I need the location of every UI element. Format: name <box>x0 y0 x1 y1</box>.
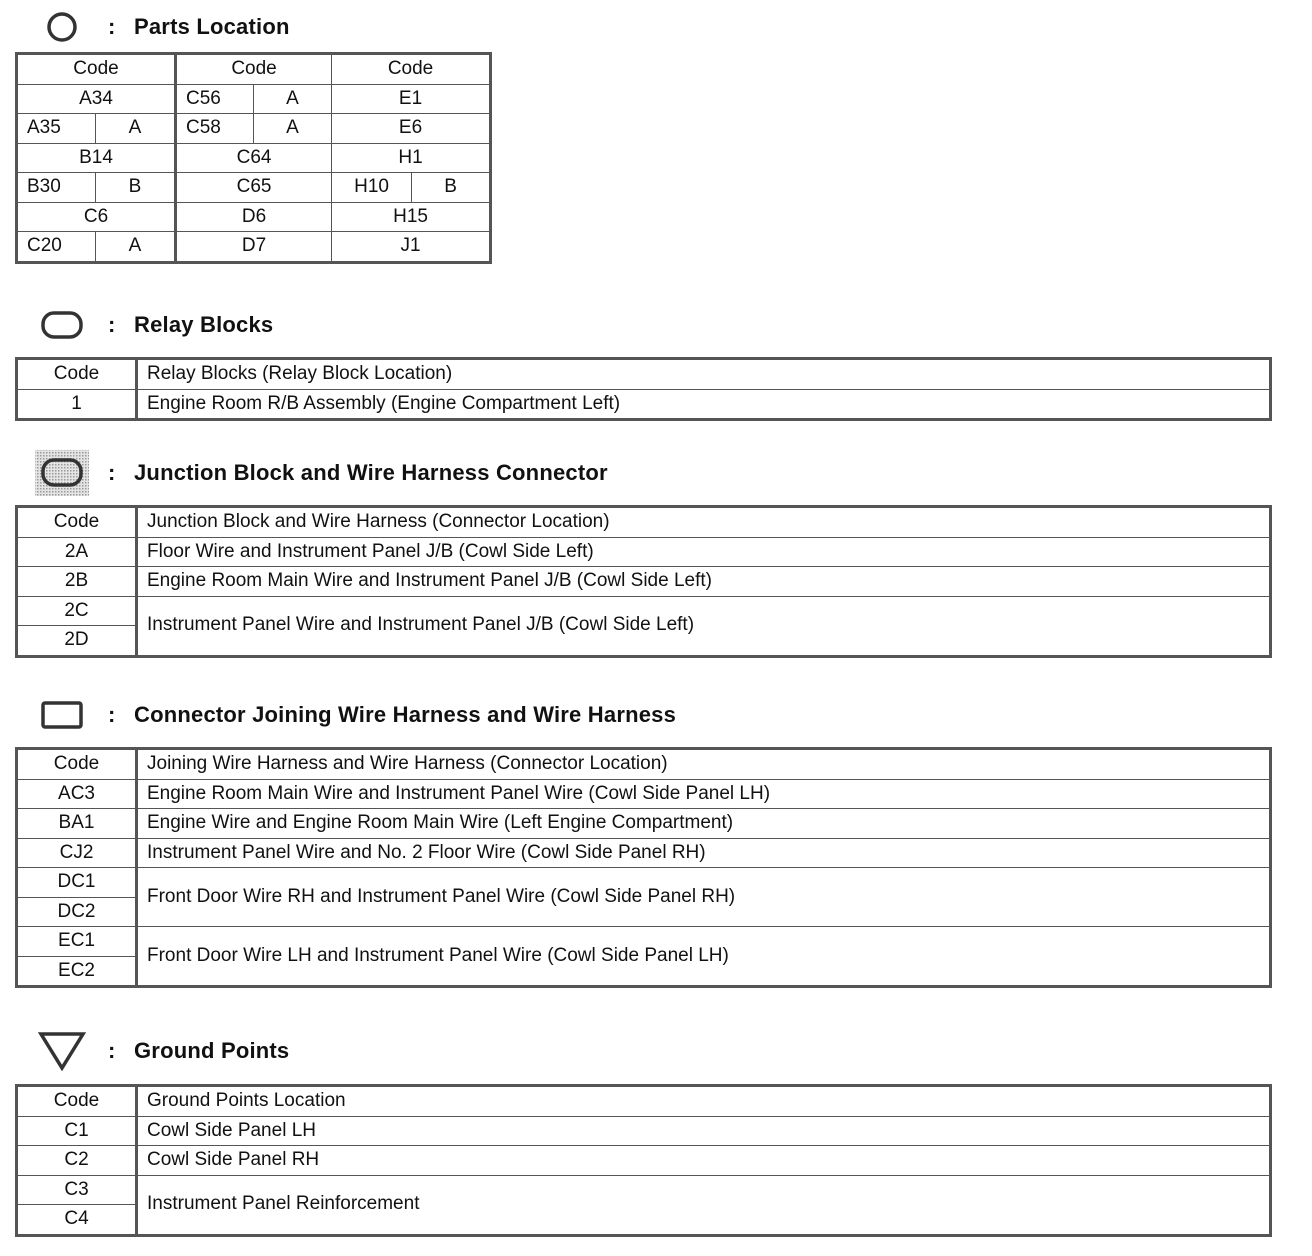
section-title: Junction Block and Wire Harness Connector <box>134 460 608 485</box>
table-row <box>17 202 491 232</box>
rectangle-icon <box>16 695 108 735</box>
table-row <box>17 1175 1271 1205</box>
part-code: E1 <box>332 84 491 114</box>
ground-code: C2 <box>17 1146 137 1176</box>
table-header-row <box>17 749 1271 780</box>
table-row <box>17 232 491 263</box>
part-zone: A <box>254 84 332 114</box>
header-code: Code <box>332 54 491 85</box>
part-code: C20 <box>17 232 96 263</box>
junction-block-heading <box>16 453 608 493</box>
shaded-oval-icon <box>16 453 108 493</box>
part-code: C58 <box>176 114 254 144</box>
heading-colon: : <box>108 460 116 485</box>
triangle-down-icon <box>16 1031 108 1071</box>
rounded-rectangle-icon <box>16 305 108 345</box>
junction-code: 2B <box>17 567 137 597</box>
table-row <box>17 114 491 144</box>
table-row <box>17 173 491 203</box>
junction-code: 2D <box>17 626 137 657</box>
part-code: D6 <box>176 202 332 232</box>
part-code: B30 <box>17 173 96 203</box>
part-code: E6 <box>332 114 491 144</box>
table-header-row <box>17 54 491 85</box>
table-row <box>17 927 1271 957</box>
connector-description: Instrument Panel Wire and No. 2 Floor Wire (Cowl Side Panel RH) <box>137 838 1271 868</box>
ground-description: Cowl Side Panel RH <box>137 1146 1271 1176</box>
part-code: A34 <box>17 84 176 114</box>
ground-code: C4 <box>17 1205 137 1236</box>
section-title: Relay Blocks <box>134 312 274 337</box>
table-row <box>17 1116 1271 1146</box>
header-code: Code <box>17 1086 137 1117</box>
heading-colon: : <box>108 702 116 727</box>
ground-points-heading <box>16 1031 289 1071</box>
parts-location-table <box>15 52 492 264</box>
ground-points-table <box>15 1084 1272 1237</box>
table-row <box>17 143 491 173</box>
connector-description: Engine Room Main Wire and Instrument Panel Wire (Cowl Side Panel LH) <box>137 779 1271 809</box>
relay-blocks-heading <box>16 305 273 345</box>
part-code: D7 <box>176 232 332 263</box>
part-zone: A <box>96 114 176 144</box>
relay-description: Engine Room R/B Assembly (Engine Compartment Left) <box>137 389 1271 420</box>
circle-icon <box>16 7 108 47</box>
part-code: C6 <box>17 202 176 232</box>
section-title: Ground Points <box>134 1038 290 1063</box>
header-description: Junction Block and Wire Harness (Connector Location) <box>137 507 1271 538</box>
table-row <box>17 567 1271 597</box>
part-code: C65 <box>176 173 332 203</box>
heading-colon: : <box>108 14 116 39</box>
header-code: Code <box>17 359 137 390</box>
table-row <box>17 1146 1271 1176</box>
part-code: A35 <box>17 114 96 144</box>
table-row <box>17 809 1271 839</box>
parts-location-heading <box>16 7 290 47</box>
table-header-row <box>17 1086 1271 1117</box>
connector-code: CJ2 <box>17 838 137 868</box>
part-code: B14 <box>17 143 176 173</box>
header-description: Relay Blocks (Relay Block Location) <box>137 359 1271 390</box>
connector-code: AC3 <box>17 779 137 809</box>
joining-connector-heading <box>16 695 676 735</box>
table-row <box>17 596 1271 626</box>
table-row <box>17 779 1271 809</box>
table-header-row <box>17 507 1271 538</box>
part-zone: B <box>412 173 491 203</box>
heading-colon: : <box>108 312 116 337</box>
table-row <box>17 389 1271 420</box>
junction-block-table <box>15 505 1272 658</box>
junction-description: Floor Wire and Instrument Panel J/B (Cowl Side Left) <box>137 537 1271 567</box>
heading-colon: : <box>108 1038 116 1063</box>
connector-code: DC1 <box>17 868 137 898</box>
header-description: Ground Points Location <box>137 1086 1271 1117</box>
junction-code: 2A <box>17 537 137 567</box>
table-row <box>17 84 491 114</box>
junction-description: Instrument Panel Wire and Instrument Panel J/B (Cowl Side Left) <box>137 596 1271 656</box>
connector-description: Front Door Wire RH and Instrument Panel Wire (Cowl Side Panel RH) <box>137 868 1271 927</box>
part-code: H10 <box>332 173 412 203</box>
header-code: Code <box>176 54 332 85</box>
ground-code: C1 <box>17 1116 137 1146</box>
table-row <box>17 537 1271 567</box>
connector-code: EC2 <box>17 956 137 987</box>
table-row <box>17 838 1271 868</box>
header-code: Code <box>17 54 176 85</box>
part-zone: B <box>96 173 176 203</box>
table-header-row <box>17 359 1271 390</box>
part-code: C56 <box>176 84 254 114</box>
part-zone: A <box>254 114 332 144</box>
part-code: H15 <box>332 202 491 232</box>
part-zone: A <box>96 232 176 263</box>
part-code: C64 <box>176 143 332 173</box>
section-title: Connector Joining Wire Harness and Wire Harness <box>134 702 677 727</box>
section-title: Parts Location <box>134 14 290 39</box>
ground-description: Instrument Panel Reinforcement <box>137 1175 1271 1235</box>
relay-blocks-table <box>15 357 1272 421</box>
connector-code: BA1 <box>17 809 137 839</box>
part-code: J1 <box>332 232 491 263</box>
relay-code: 1 <box>17 389 137 420</box>
connector-code: EC1 <box>17 927 137 957</box>
ground-code: C3 <box>17 1175 137 1205</box>
joining-connector-table <box>15 747 1272 988</box>
connector-code: DC2 <box>17 897 137 927</box>
part-code: H1 <box>332 143 491 173</box>
table-row <box>17 868 1271 898</box>
header-code: Code <box>17 507 137 538</box>
header-code: Code <box>17 749 137 780</box>
header-description: Joining Wire Harness and Wire Harness (Connector Location) <box>137 749 1271 780</box>
junction-code: 2C <box>17 596 137 626</box>
connector-description: Front Door Wire LH and Instrument Panel Wire (Cowl Side Panel LH) <box>137 927 1271 987</box>
ground-description: Cowl Side Panel LH <box>137 1116 1271 1146</box>
junction-description: Engine Room Main Wire and Instrument Panel J/B (Cowl Side Left) <box>137 567 1271 597</box>
connector-description: Engine Wire and Engine Room Main Wire (Left Engine Compartment) <box>137 809 1271 839</box>
